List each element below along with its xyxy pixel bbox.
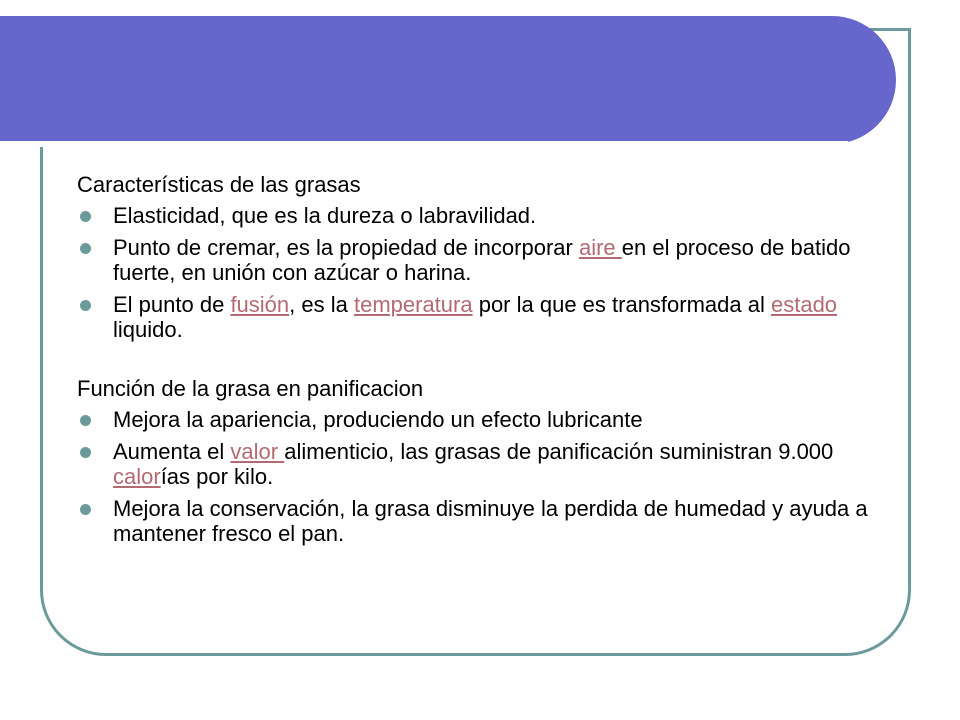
link-calor[interactable]: calor <box>113 464 161 489</box>
bullet-dot <box>80 504 91 515</box>
list-item: Punto de cremar, es la propiedad de incorporar aire en el proceso de batido fuerte, en unión con azúcar o harina. <box>77 235 897 285</box>
link-temperatura[interactable]: temperatura <box>353 292 473 317</box>
caracteristicas-list <box>77 203 897 342</box>
bullet-dot <box>80 300 91 311</box>
bullet-dot <box>80 243 91 254</box>
section-heading-caracteristicas: Características de las grasas <box>77 172 361 197</box>
header-bar <box>0 16 896 144</box>
list-item: El punto de fusión, es la temperatura por la que es transformada al estado liquido. <box>77 292 897 342</box>
header-divider <box>0 141 848 147</box>
slide-content <box>77 172 897 553</box>
list-item: Elasticidad, que es la dureza o labravilidad. <box>77 203 897 228</box>
list-item: Aumenta el valor alimenticio, las grasas de panificación suministran 9.000 calorías por kilo. <box>77 439 897 489</box>
bullet-dot <box>80 415 91 426</box>
link-estado[interactable]: estado <box>770 292 838 317</box>
bullet-dot <box>80 211 91 222</box>
link-aire[interactable]: aire <box>578 235 622 260</box>
section-gap <box>77 349 897 376</box>
funcion-list <box>77 407 897 546</box>
list-item: Mejora la apariencia, produciendo un efecto lubricante <box>77 407 897 432</box>
section-heading-funcion: Función de la grasa en panificacion <box>77 376 424 401</box>
bullet-dot <box>80 447 91 458</box>
list-item: Mejora la conservación, la grasa disminuye la perdida de humedad y ayuda a mantener fresco el pan. <box>77 496 897 546</box>
link-valor[interactable]: valor <box>230 439 285 464</box>
link-fusion[interactable]: fusión <box>230 292 290 317</box>
